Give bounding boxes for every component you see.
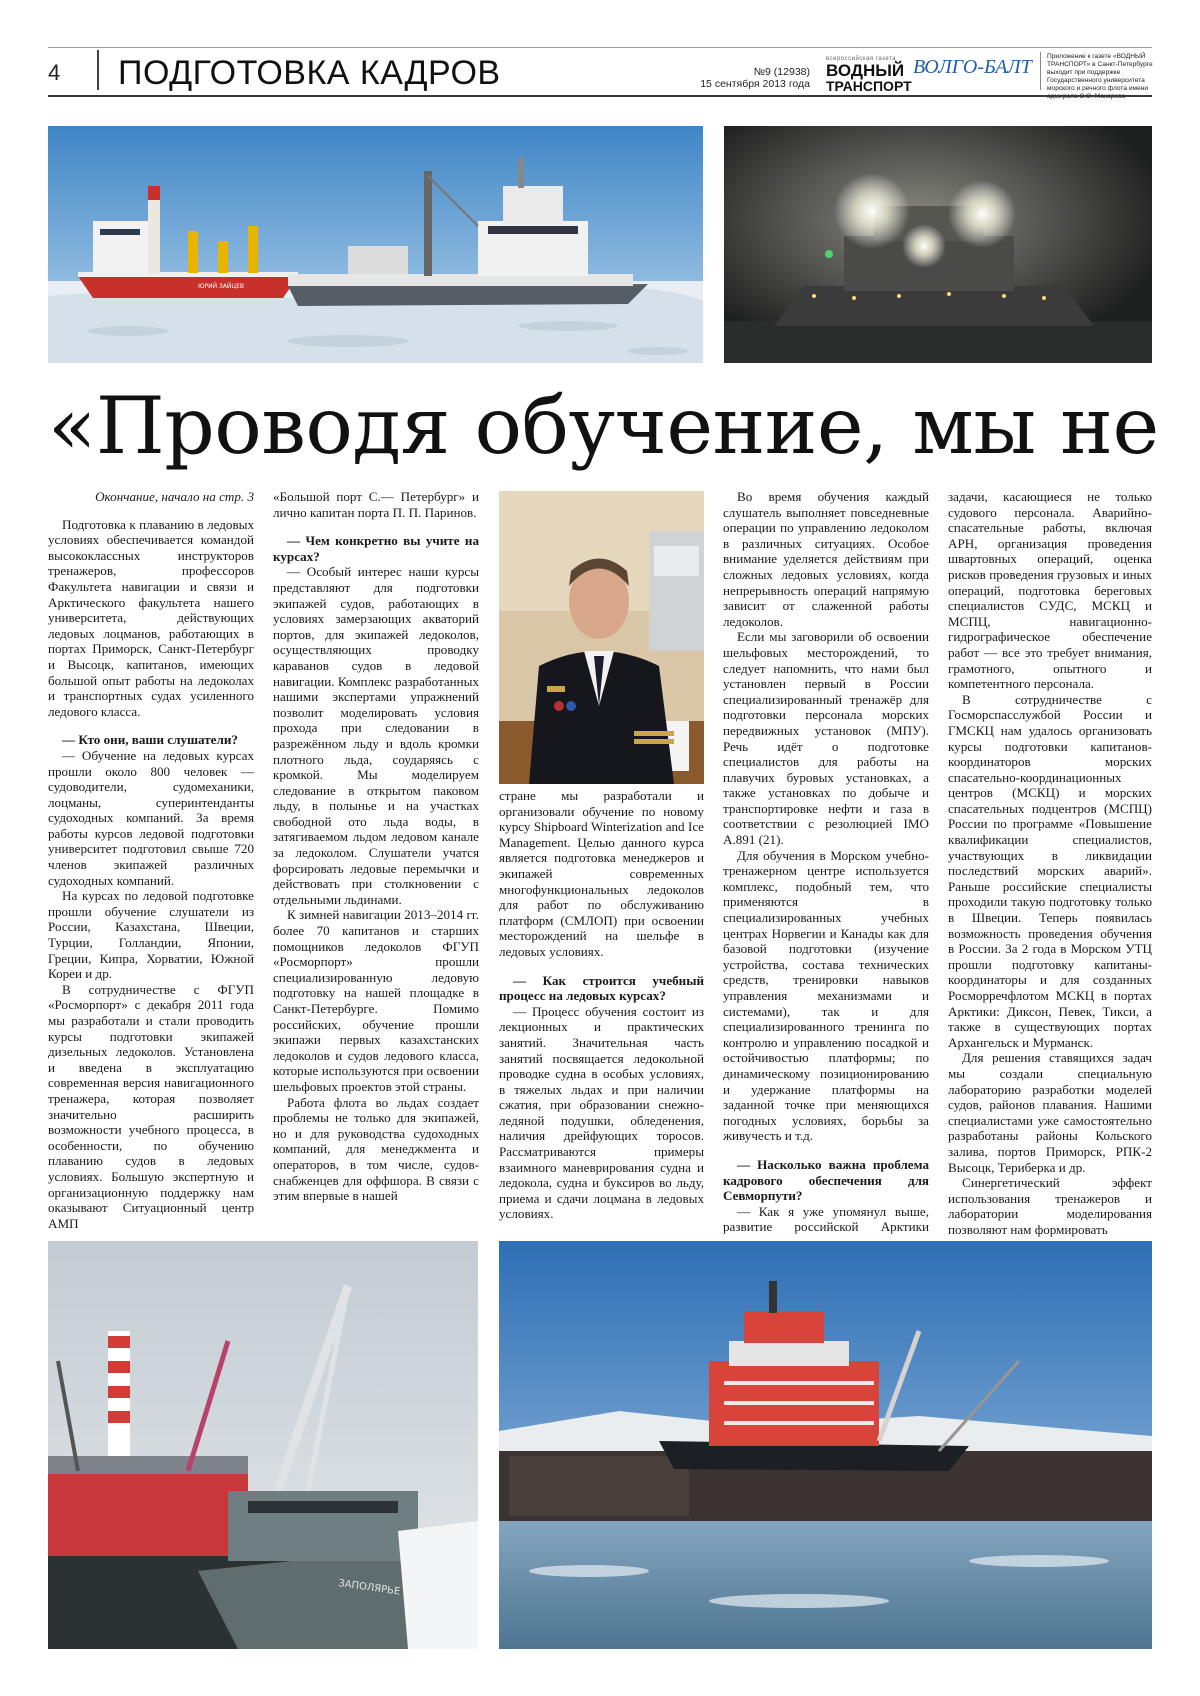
article-column-4 <box>723 489 929 1251</box>
logo-line-2: ТРАНСПОРТ <box>826 78 912 94</box>
dateline: Окончание, начало на стр. 3 <box>95 489 254 504</box>
paragraph: — Особый интерес наши курсы представляют для подготовки экипажей судов, работающих в условиях замерзающих акваторий портов, для экипажей ледоколов, осуществляющих проводку караванов судов в ледовой навигации. Комплекс разработанных нашими экспертами упражнений позволит моделировать условия прохода при следовании в разрежённом льду и вдоль кромки плотного льда, соударяясь с кромкой. Мы моделируем следование в открытом паковом льду, в полынье и на участках свободной ото льда воды, в затягиваемом льдом ледовом канале за ледоколом. Слушатели учатся форсировать ледовые перемычки и действовать при столкновении с отдельными льдинами. <box>273 564 479 907</box>
photo-ships-in-port <box>48 1241 478 1649</box>
paragraph: Если мы заговорили об освоении шельфовых месторождений, то следует напомнить, что нами был установлен первый в России специализированный тренажёр для подготовки персонала морских передвижных установок (МПУ). Речь идёт о подготовке специалистов для работы на плавучих буровых установках, а также установках по добыче и транспортировке нефти и газа в соответствии с резолюцией IMO A.891 (21). <box>723 629 929 848</box>
paragraph: К зимней навигации 2013–2014 гг. более 70 капитанов и старших помощников ледоколов ФГУП «Росморпорт» прошли специализированную ледовую подготовку на нашей площадке в Санкт-Петербурге. Помимо российских, обучение прошли экипажи первых казахстанских ледоколов и судов ледового класса, которые используются при освоении шельфовых проектов этой страны. <box>273 907 479 1094</box>
header-divider-2 <box>1040 52 1041 90</box>
paragraph: — Обучение на ледовых курсах прошли около 800 человек — судоводители, судомеханики, лоцманы, суперинтенданты судоходных компаний. За время работы курсов ледовой подготовки университет подготовил свыше 720 членов экипажей различных судоходных компаний. <box>48 747 254 888</box>
paragraph: Для решения ставящихся задач мы создали специальную лабораторию разработки моделей судов, районов плавания. Нашими специалистами уже самостоятельно разработаны районы Кольского залива, портов Приморск, РПК-2 Высоцк, Териберка и др. <box>948 1050 1152 1175</box>
interview-question: — Как строится учебный процесс на ледовых курсах? <box>499 972 704 1004</box>
header-divider <box>97 50 99 90</box>
ship-name-label: ЗАПОЛЯРЬЕ <box>337 1578 401 1598</box>
photo-icebreaker-dock <box>499 1241 1152 1649</box>
paragraph: Для обучения в Морском учебно-тренажерном центре используется комплекс, подобный тем, что применяются в специализированных учебных центрах Норвегии и Канады как для базовой подготовки (изучение устройства, состава технических средств, тренировки навыков управления механизмами и системами), так и для специализированного тренинга по контролю и управлению посадкой и остойчивостью платформы; по динамическому позиционированию и удержание платформы на заданной точке при меняющихся погодных условиях, борьбы за живучесть и т.д. <box>723 847 929 1144</box>
paragraph: задачи, касающиеся не только судового персонала. Аварийно-спасательные работы, включая АРН, организация проведения швартовных операций, оценка рисков проведения грузовых и иных операций, подготовка береговых специалистов СУДС, МСКЦ и МСПЦ, навигационно-гидрографическое обеспечение работ — все это требует внимания, грамотного, опытного и компетентного персонала. <box>948 489 1152 692</box>
article-column-1 <box>48 489 254 1231</box>
header-top-rule <box>48 47 1152 48</box>
paragraph: В сотрудничестве с Госморспасслужбой России и ГМСКЦ нам удалось организовать курсы подготовки капитанов-координаторов морских спасательно-координационных центров (МСКЦ) и морских спасательных подцентров (МСПЦ) России по программе «Повышение квалификации специалистов, участвующих в ликвидации последствий морских аварий». Раньше российские специалисты проходили такую подготовку только в Швеции. Теперь появилась возможность проведения обучения в России. За 2 года в Морском УТЦ прошли подготовку капитаны-координаторы и для созданных Росморречфлотом МСКЦ в портах Арктики: Диксон, Певек, Тикси, а также в существующих портах Архангельск и Мурманск. <box>948 691 1152 1050</box>
logo-line-1: ВОДНЫЙ <box>826 61 905 80</box>
issue-number: №9 (12938) <box>753 66 810 78</box>
article-column-3 <box>499 788 704 1222</box>
supplement-logo: ВОЛГО-БАЛТ <box>913 56 1032 78</box>
headline: «Проводя обучение, мы не <box>48 380 1159 472</box>
header-note: Приложение к газете «ВОДНЫЙ ТРАНСПОРТ» в Санкт-Петербурге выходит при поддержке Государственного университета морского и речного флота имени <box>1047 53 1153 92</box>
section-title: ПОДГОТОВКА КАДРОВ <box>118 54 501 92</box>
header-bottom-rule <box>48 95 1152 97</box>
article-column-5 <box>948 489 1152 1238</box>
issue-date: 15 сентября 2013 года <box>700 78 810 90</box>
paragraph: Во время обучения каждый слушатель выполняет повседневные операции по управлению ледоколом в различных ситуациях. Особое внимание уделяется действиям при сложных ледовых условиях, когда непрерывность операций напрямую зависит от слаженной работы ледоколов. <box>723 489 929 629</box>
page-number: 4 <box>48 60 61 85</box>
paragraph: — Процесс обучения состоит из лекционных и практических занятий. Значительная часть занятий посвящается ледокольной проводке судна в особых условиях, в тяжелых льдах и при наличии сжатия, при образовании снежно-ледяной подушки, обледенения, наличия дрейфующих торосов. Рассматриваются примеры взаимного маневрирования судна и ледокола, судна и буксиров во льду, приема и сдачи лоцмана в ледовых условиях. <box>499 1003 704 1222</box>
article-column-2 <box>273 489 479 1204</box>
paragraph: Работа флота во льдах создает проблемы не только для экипажей, но и для руководства судоходных компаний, для менеджмента и операторов, в том числе, судов-снабженцев для оффшора. В связи с этим впервые в нашей <box>273 1094 479 1204</box>
photo-ships-in-ice <box>48 126 703 363</box>
photo-portrait <box>499 491 704 784</box>
paragraph: На курсах по ледовой подготовке прошли обучение слушатели из России, Казахстана, Швеции, Турции, Голландии, Японии, Греции, Кипра, Хорватии, Южной Кореи и др. <box>48 888 254 982</box>
paragraph: «Большой порт С.— Петербург» и лично капитан порта П. П. Паринов. <box>273 489 479 520</box>
issue-info <box>700 66 810 90</box>
logo-tagline: всероссийская газета <box>826 56 897 62</box>
interview-question: — Кто они, ваши слушатели? <box>62 732 238 748</box>
paragraph: Синергетический эффект использования тренажеров и лаборатории моделирования позволяют нам формировать <box>948 1175 1152 1237</box>
interview-question: — Чем конкретно вы учите на курсах? <box>273 533 479 564</box>
paragraph: — Как я уже упомянул выше, развитие российской Арктики <box>723 1203 929 1235</box>
ship-name-label: ЮРИЙ ЗАЙЦЕВ <box>198 283 244 290</box>
paragraph: Подготовка к плаванию в ледовых условиях обеспечивается командой высококлассных инструкторов тренажеров, профессоров Факультета навигации и связи и Арктического факультета нашего университета, действующих ледовых лоцманов, работающих в портах Приморск, Санкт-Петербург и Высоцк, капитанов, имеющих большой опыт работы на ледоколах и транспортных судах усиленного ледового класса. <box>48 516 254 719</box>
paragraph: В сотрудничестве с ФГУП «Росморпорт» с декабря 2011 года мы разработали и стали проводить курсы подготовки экипажей дизельных ледоколов. Установлена и введена в эксплуатацию современная версия навигационного тренажера, которая позволяет значительно расширить возможности учебного процесса, в особенности, по обучению плаванию судов в ледовых условиях. Большую экспертную и организационную поддержку нам оказывают Ситуационный центр АМП <box>48 981 254 1231</box>
interview-question: — Насколько важна проблема кадрового обеспечения для Севморпути? <box>723 1156 929 1204</box>
newspaper-logo[interactable] <box>826 56 912 94</box>
photo-icebreaker-night <box>724 126 1152 363</box>
paragraph: стране мы разработали и организовали обучение по новому курсу Shipboard Winterization and Ice Management. Целью данного курса является подготовка менеджеров и экипажей современных многофункциональных ледоколов для работ по обслуживанию платформ (СМЛОП) при освоении месторождений на шельфе в ледовых условиях. <box>499 788 704 959</box>
